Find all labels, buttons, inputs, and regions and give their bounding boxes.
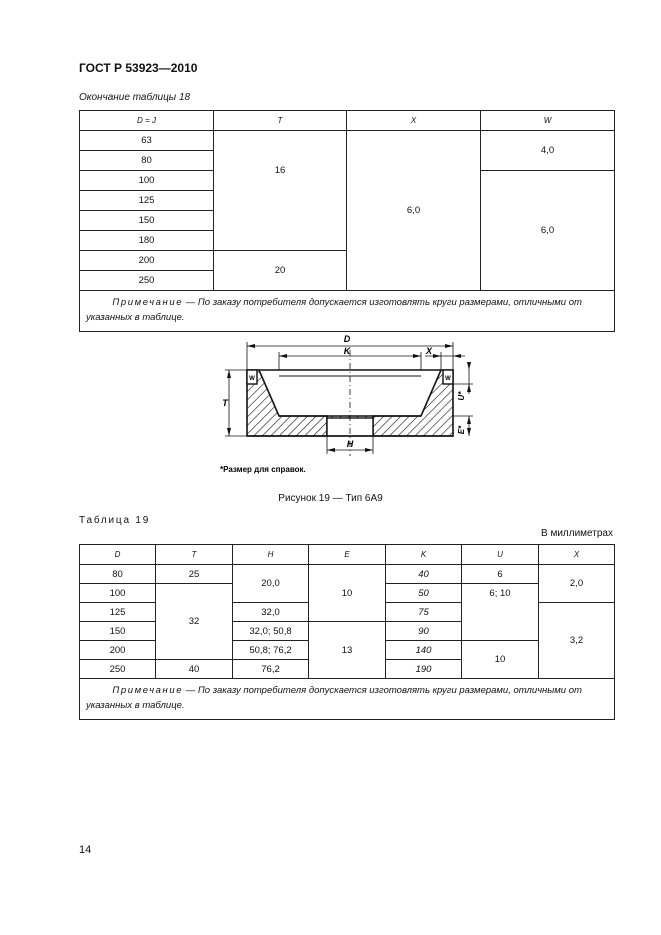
t19-cell-x: 2,0: [539, 565, 615, 603]
t19-cell-d: 200: [80, 641, 156, 660]
x-label: X: [425, 346, 433, 356]
document-header: ГОСТ Р 53923—2010: [79, 61, 198, 75]
t19-cell-u: 10: [462, 641, 539, 679]
t18-cell-d: 200: [80, 251, 214, 271]
t-label: T: [222, 398, 228, 408]
t18-cell-x: 6,0: [347, 131, 481, 291]
e-label: E*: [457, 425, 466, 435]
t19-cell-h: 50,8; 76,2: [233, 641, 309, 660]
t18-cell-w: 6,0: [481, 171, 615, 291]
t19-header-k: K: [386, 545, 462, 565]
t19-cell-d: 250: [80, 660, 156, 679]
dimension-u: [453, 362, 473, 400]
t19-header-e: E: [309, 545, 386, 565]
t18-header-t: T: [214, 111, 347, 131]
t19-cell-d: 80: [80, 565, 156, 584]
table-19: [79, 544, 615, 720]
t18-cell-d: 180: [80, 231, 214, 251]
table18-caption: Окончание таблицы 18: [79, 92, 191, 103]
t18-note-text: — По заказу потребителя допускается изготовлять круги размерами, отличными от указанных в таблице.: [86, 297, 582, 323]
t19-header-t: T: [156, 545, 233, 565]
t18-cell-w: 4,0: [481, 131, 615, 171]
dimension-x: [425, 346, 465, 370]
t18-cell-d: 125: [80, 191, 214, 211]
t19-note: [80, 679, 615, 720]
t18-cell-d: 63: [80, 131, 214, 151]
t18-cell-t: 16: [214, 131, 347, 251]
t18-cell-d: 80: [80, 151, 214, 171]
t19-cell-e: 13: [309, 622, 386, 679]
t18-cell-d: 100: [80, 171, 214, 191]
t19-header-h: H: [233, 545, 309, 565]
t18-cell-d: 150: [80, 211, 214, 231]
t19-cell-k: 75: [386, 603, 462, 622]
page-number: 14: [79, 844, 92, 856]
wheel-figure-6a9: [215, 330, 485, 480]
t19-cell-k: 50: [386, 584, 462, 603]
t19-header-x: X: [539, 545, 615, 565]
dimension-e: [453, 416, 473, 436]
h-label: H: [346, 439, 354, 449]
t19-cell-d: 150: [80, 622, 156, 641]
t19-cell-h: 32,0; 50,8: [233, 622, 309, 641]
table19-caption: Таблица 19: [79, 515, 151, 526]
t19-note-text: — По заказу потребителя допускается изготовлять круги размерами, отличными от указанных в таблице.: [86, 685, 582, 711]
t18-header-w: W: [481, 111, 615, 131]
units-label: В миллиметрах: [541, 528, 613, 539]
t19-cell-t: 32: [156, 584, 233, 660]
t19-cell-x: 3,2: [539, 603, 615, 679]
t19-cell-t: 40: [156, 660, 233, 679]
t18-cell-t: 20: [214, 251, 347, 291]
t19-cell-t: 25: [156, 565, 233, 584]
t19-header-d: D: [80, 545, 156, 565]
t19-note-prefix: Примечание: [112, 685, 184, 696]
t19-cell-e: 10: [309, 565, 386, 622]
k-label: K: [343, 346, 351, 356]
dimension-t: [222, 370, 247, 436]
u-label: U*: [457, 391, 466, 401]
dimension-h: [327, 436, 373, 454]
d-label: D: [343, 334, 351, 344]
t19-cell-h: 20,0: [233, 565, 309, 603]
t19-cell-k: 40: [386, 565, 462, 584]
t19-cell-k: 190: [386, 660, 462, 679]
t18-note: [80, 291, 615, 332]
table-18: [79, 110, 615, 332]
t19-cell-d: 100: [80, 584, 156, 603]
t19-cell-h: 32,0: [233, 603, 309, 622]
w-label-right: W: [445, 376, 451, 382]
figure-footnote: *Размер для справок.: [220, 465, 306, 474]
t19-cell-u: 6: [462, 565, 539, 584]
t19-header-u: U: [462, 545, 539, 565]
t18-header-x: X: [347, 111, 481, 131]
t19-cell-u: 6; 10: [462, 584, 539, 641]
t18-header-d: D = J: [80, 111, 214, 131]
figure-caption: Рисунок 19 — Тип 6А9: [278, 493, 383, 504]
t19-cell-k: 90: [386, 622, 462, 641]
t19-cell-h: 76,2: [233, 660, 309, 679]
w-label-left: W: [249, 376, 255, 382]
t19-cell-d: 125: [80, 603, 156, 622]
t19-cell-k: 140: [386, 641, 462, 660]
t18-note-prefix: Примечание: [112, 297, 184, 308]
t18-cell-d: 250: [80, 271, 214, 291]
